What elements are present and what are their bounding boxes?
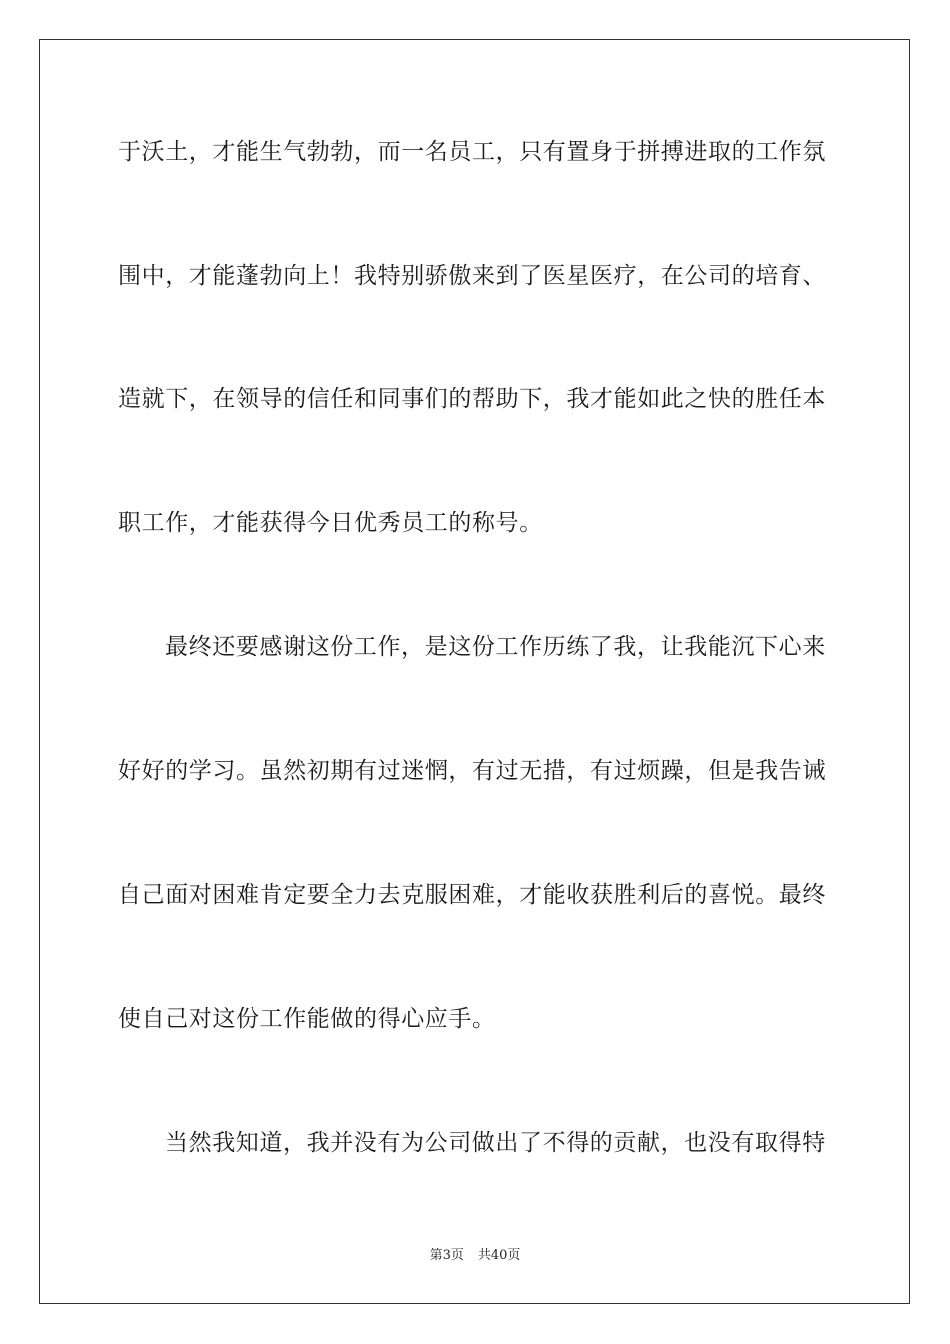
page-footer: [0, 1247, 950, 1265]
paragraph-line: 围中，才能蓬勃向上！我特别骄傲来到了医星医疗，在公司的培育、: [118, 263, 826, 289]
page-border: [39, 39, 910, 1304]
page-total: 共40页: [477, 1248, 521, 1263]
paragraph-line: 当然我知道，我并没有为公司做出了不得的贡献，也没有取得特: [165, 1130, 826, 1156]
page-number: 第3页: [429, 1248, 464, 1263]
paragraph-line: 造就下，在领导的信任和同事们的帮助下，我才能如此之快的胜任本: [118, 386, 826, 412]
paragraph-line: 职工作，才能获得今日优秀员工的称号。: [118, 510, 543, 536]
paragraph-line: 自己面对困难肯定要全力去克服困难，才能收获胜利后的喜悦。最终: [118, 882, 826, 908]
paragraph-line: 使自己对这份工作能做的得心应手。: [118, 1006, 496, 1032]
paragraph-line: 于沃土，才能生气勃勃，而一名员工，只有置身于拼搏进取的工作氛: [118, 139, 826, 165]
paragraph-line: 最终还要感谢这份工作，是这份工作历练了我，让我能沉下心来: [165, 634, 826, 660]
paragraph-line: 好好的学习。虽然初期有过迷惘，有过无措，有过烦躁，但是我告诫: [118, 758, 826, 784]
